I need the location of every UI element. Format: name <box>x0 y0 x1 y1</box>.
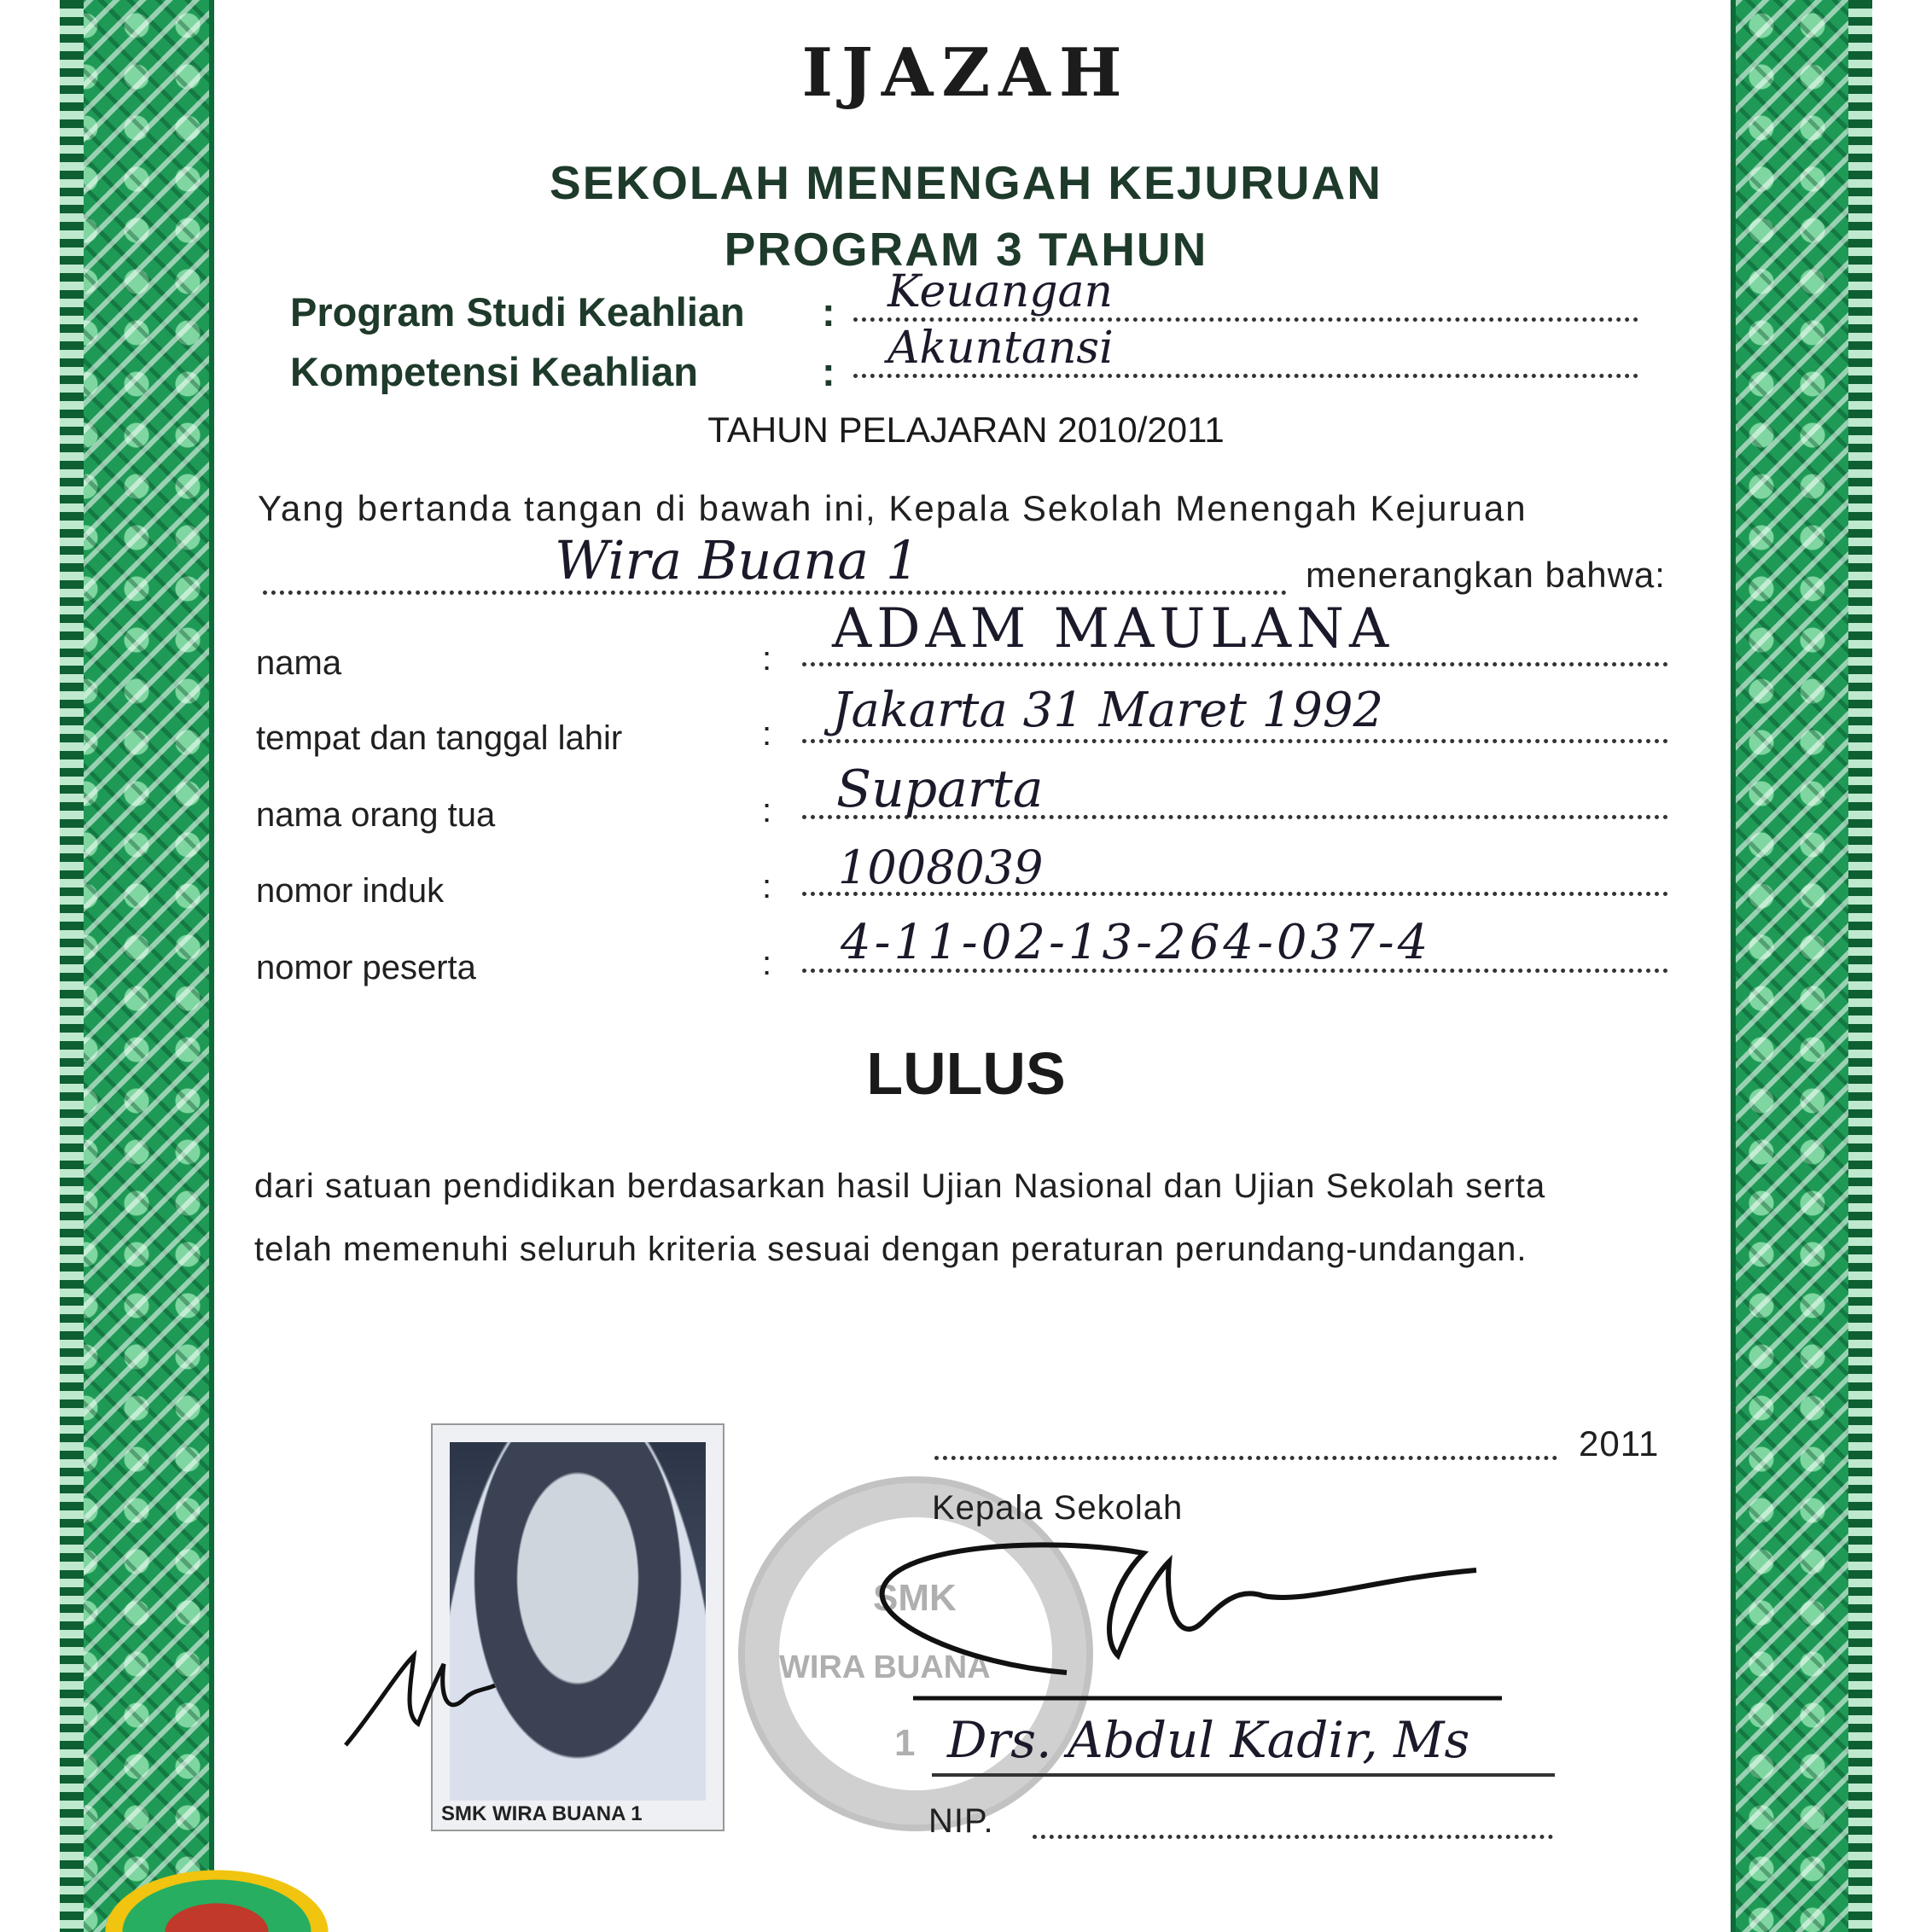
corner-ornament <box>94 1830 401 1932</box>
competency-colon: : <box>822 349 835 394</box>
stamp-text: 1 <box>894 1722 916 1764</box>
student-signature <box>337 1638 508 1758</box>
school-type-heading: SEKOLAH MENENGAH KEJURUAN <box>550 156 1382 209</box>
field-line <box>802 662 1668 666</box>
signatory-underline <box>932 1773 1555 1777</box>
field-label-student-number: nomor induk <box>256 872 445 910</box>
competency-line <box>853 374 1638 378</box>
field-line <box>802 739 1668 743</box>
program-label: Program Studi Keahlian <box>290 289 745 335</box>
field-label-participant-number: nomor peserta <box>256 949 476 986</box>
stamp-text: SMK <box>873 1577 957 1619</box>
photo-caption: SMK WIRA BUANA 1 <box>441 1802 643 1825</box>
program-heading: PROGRAM 3 TAHUN <box>724 223 1208 276</box>
field-colon: : <box>762 792 772 829</box>
school-name: Wira Buana 1 <box>555 529 920 591</box>
field-value-participant-number: 4-11-02-13-264-037-4 <box>841 915 1432 970</box>
date-line <box>934 1456 1557 1460</box>
statement-line-1: dari satuan pendidikan berdasarkan hasil Ujian Nasional dan Ujian Sekolah serta <box>254 1167 1546 1205</box>
result-status: LULUS <box>866 1040 1066 1107</box>
field-value-parent: Suparta <box>836 759 1044 819</box>
decorative-border-right <box>1731 0 1872 1932</box>
field-colon: : <box>762 868 772 905</box>
field-value-birth: Jakarta 31 Maret 1992 <box>832 683 1384 738</box>
field-colon: : <box>762 715 772 753</box>
signature-year: 2011 <box>1579 1423 1660 1464</box>
field-label-birth: tempat dan tanggal lahir <box>256 719 623 757</box>
competency-value: Akuntansi <box>887 323 1114 374</box>
intro-text: Yang bertanda tangan di bawah ini, Kepala Sekolah Menengah Kejuruan <box>258 488 1528 528</box>
statement-line-2: telah memenuhi seluruh kriteria sesuai dengan peraturan perundang-undangan. <box>254 1231 1528 1268</box>
program-value: Keuangan <box>887 266 1113 317</box>
certifies-text: menerangkan bahwa: <box>1306 555 1666 595</box>
principal-signature <box>862 1519 1510 1715</box>
decorative-border-left <box>60 0 214 1932</box>
field-value-name: ADAM MAULANA <box>832 597 1394 660</box>
document-title: IJAZAH <box>801 34 1131 112</box>
stamp-text: WIRA BUANA <box>779 1650 991 1685</box>
signatory-name: Drs. Abdul Kadir, Ms <box>947 1711 1470 1769</box>
field-colon: : <box>762 945 772 982</box>
student-photo <box>431 1423 724 1831</box>
field-label-parent: nama orang tua <box>256 796 496 834</box>
program-colon: : <box>822 289 835 335</box>
nip-label: NIP. <box>928 1802 994 1840</box>
field-colon: : <box>762 640 772 678</box>
academic-year: TAHUN PELAJARAN 2010/2011 <box>707 410 1225 450</box>
competency-label: Kompetensi Keahlian <box>290 349 698 394</box>
signatory-role: Kepala Sekolah <box>932 1489 1184 1527</box>
field-value-student-number: 1008039 <box>838 841 1044 894</box>
field-label-name: nama <box>256 644 342 682</box>
nip-line <box>1033 1835 1553 1839</box>
program-line <box>853 317 1638 322</box>
